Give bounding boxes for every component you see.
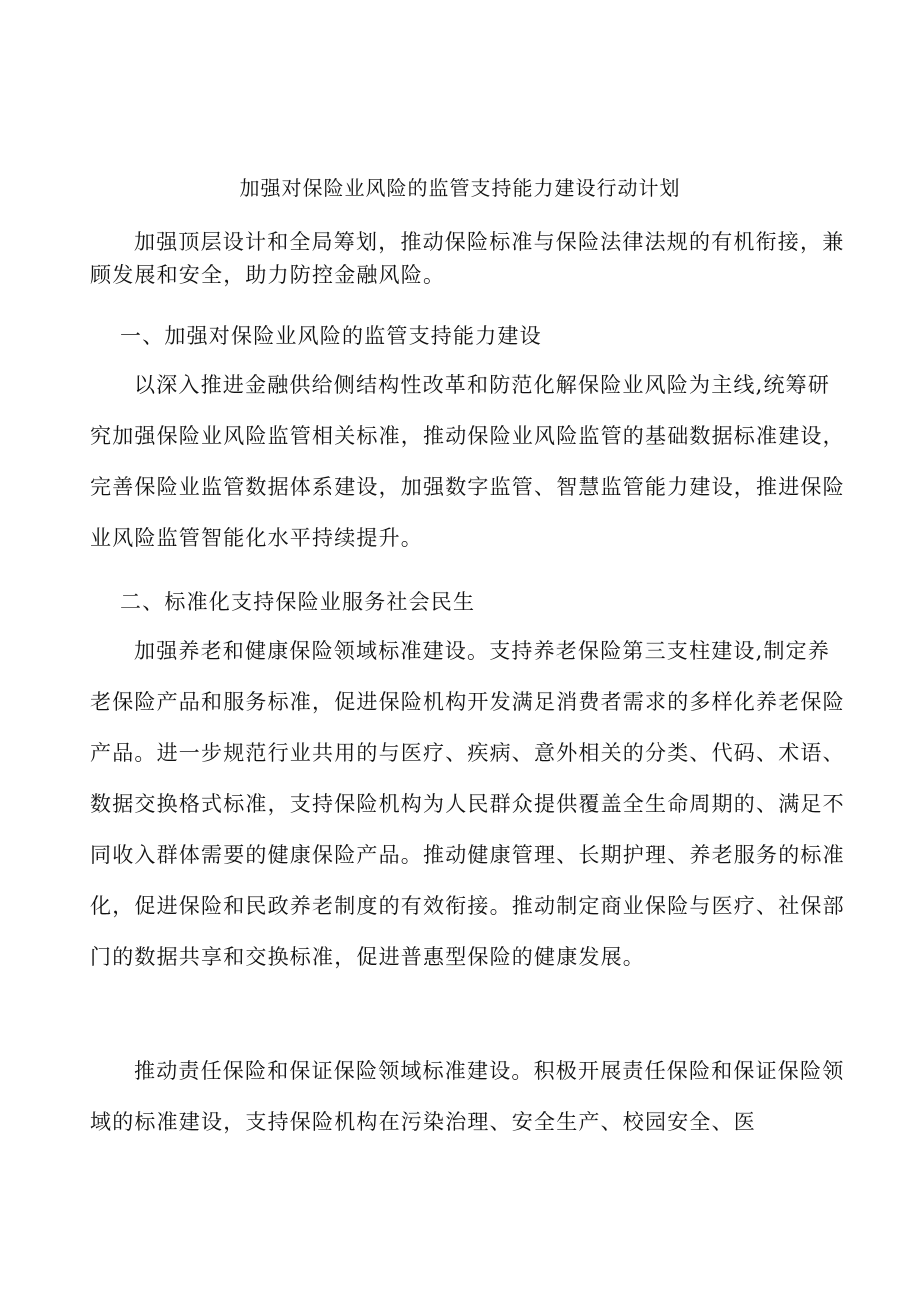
- section-heading-2: 二、标准化支持保险业服务社会民生: [120, 590, 476, 614]
- section-2-paragraph-2: 推动责任保险和保证保险领域标准建设。积极开展责任保险和保证保险领域的标准建设，支持保险机构在污染治理、安全生产、校园安全、医: [90, 1059, 845, 1134]
- section-heading-1: 一、加强对保险业风险的监管支持能力建设: [120, 324, 542, 348]
- document-title: 加强对保险业风险的监管支持能力建设行动计划: [239, 176, 681, 200]
- section-2-paragraph-1: 加强养老和健康保险领域标准建设。支持养老保险第三支柱建设,制定养老保险产品和服务标准，促进保险机构开发满足消费者需求的多样化养老保险产品。进一步规范行业共用的与医疗、疾病、意外相关的分类、代码、术语、数据交换格式标准，支持保险机构为人民群众提供覆盖全生命周期的、满足不同收入群体需要的健康保险产品。推动健康管理、长期护理、养老服务的标准化，促进保险和民政养老制度的有效衔接。推动制定商业保险与医疗、社保部门的数据共享和交换标准，促进普惠型保险的健康发展。: [90, 639, 845, 969]
- section-1-paragraph-1: 以深入推进金融供给侧结构性改革和防范化解保险业风险为主线,统筹研究加强保险业风险监管相关标准，推动保险业风险监管的基础数据标准建设，完善保险业监管数据体系建设，加强数字监管、智慧监管能力建设，推进保险业风险监管智能化水平持续提升。: [90, 373, 845, 550]
- intro-paragraph: 加强顶层设计和全局筹划，推动保险标准与保险法律法规的有机衔接，兼顾发展和安全，助力防控金融风险。: [90, 230, 845, 287]
